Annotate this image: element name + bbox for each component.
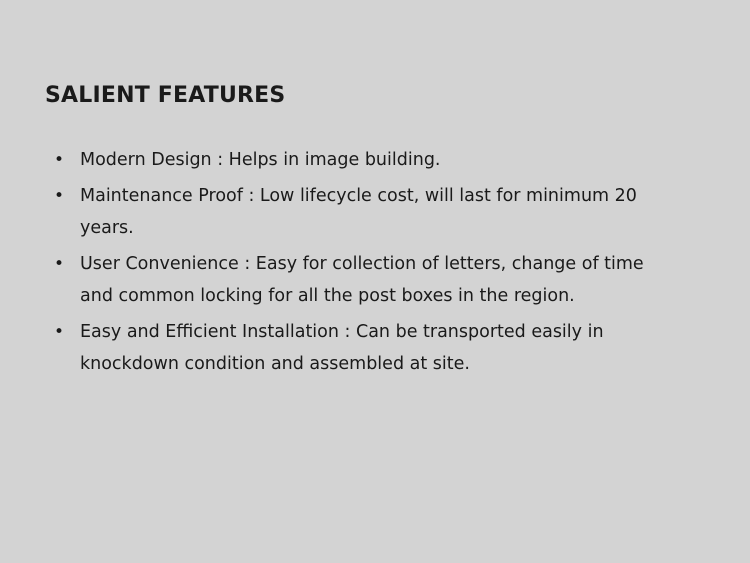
feature-text: User Convenience : Easy for collection of letters, change of time and common locking for all the post boxes in the region.	[80, 254, 644, 306]
slide-title: SALIENT FEATURES	[45, 83, 286, 108]
feature-text: Modern Design : Helps in image building.	[80, 150, 441, 170]
feature-item	[54, 248, 674, 312]
feature-list	[54, 144, 674, 384]
feature-text: Maintenance Proof : Low lifecycle cost, will last for minimum 20 years.	[80, 186, 637, 238]
bullet-icon: •	[54, 322, 65, 342]
bullet-icon: •	[54, 186, 65, 206]
feature-item	[54, 180, 674, 244]
bullet-icon: •	[54, 254, 65, 274]
feature-text: Easy and Efficient Installation : Can be transported easily in knockdown condition and assembled at site.	[80, 322, 604, 374]
bullet-icon: •	[54, 150, 65, 170]
feature-item	[54, 316, 674, 380]
feature-item	[54, 144, 674, 176]
